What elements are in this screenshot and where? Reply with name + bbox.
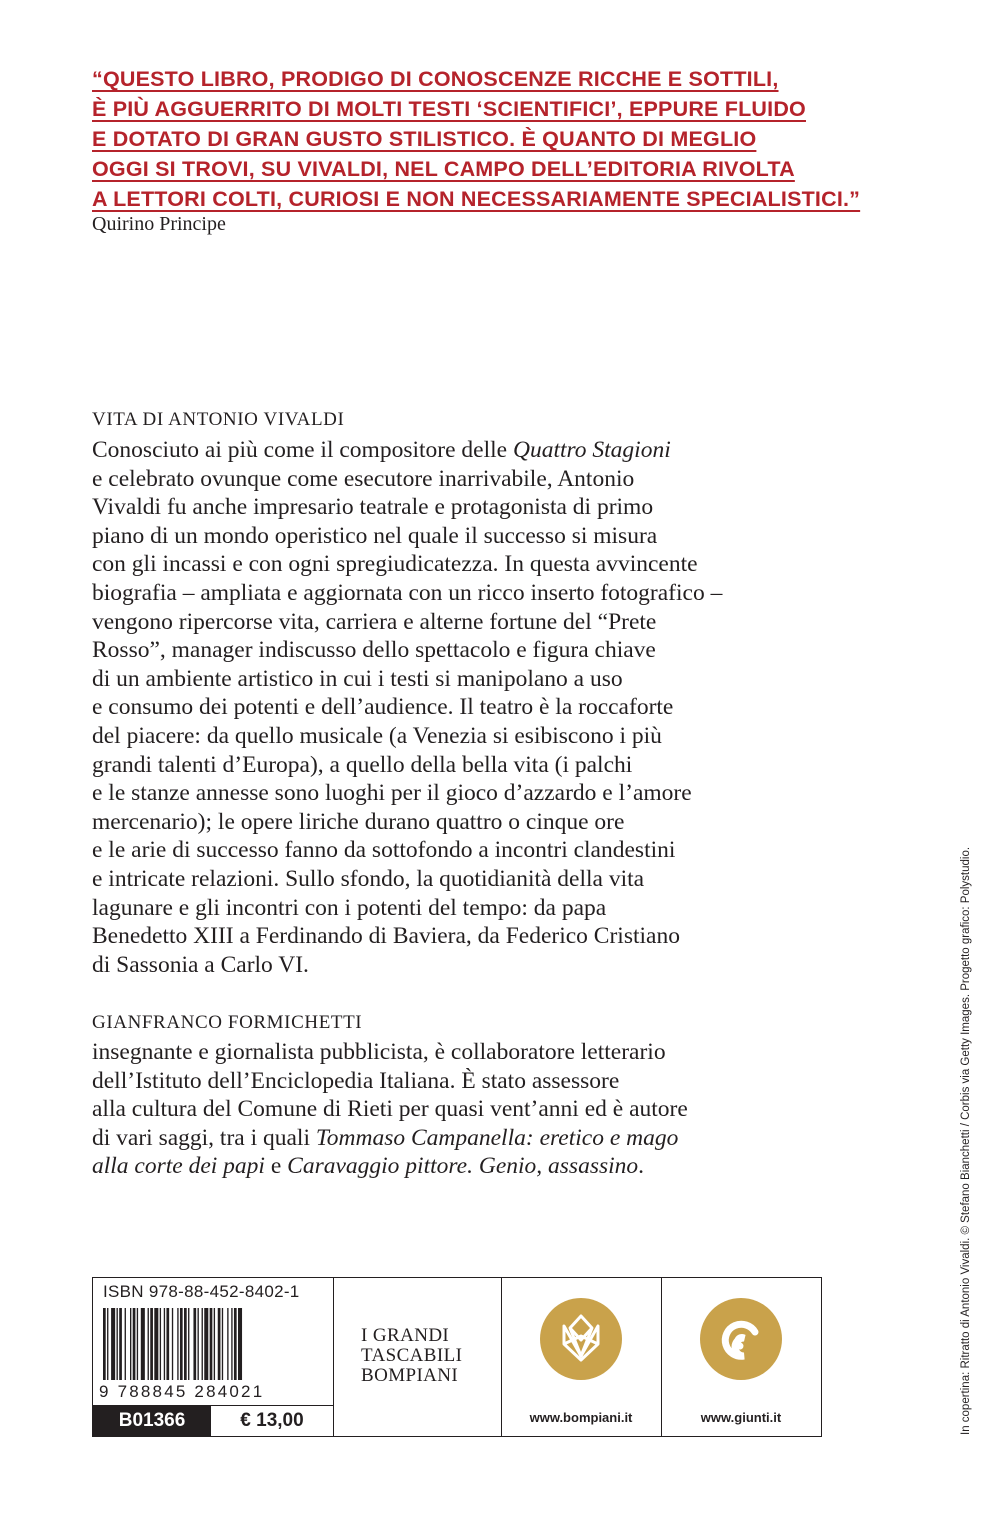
price: € 13,00 bbox=[211, 1405, 333, 1436]
synopsis-line: piano di un mondo operistico nel quale il successo si misura bbox=[92, 522, 658, 549]
barcode-bar bbox=[193, 1308, 196, 1380]
quote-line: OGGI SI TROVI, SU VIVALDI, NEL CAMPO DELL’EDITORIA RIVOLTA bbox=[92, 157, 795, 181]
barcode-bar bbox=[188, 1308, 189, 1380]
barcode-bar bbox=[227, 1308, 228, 1380]
giunti-logo-icon bbox=[700, 1298, 782, 1380]
synopsis-line: e celebrato ovunque come esecutore inarrivabile, Antonio bbox=[92, 465, 635, 492]
barcode-bar bbox=[184, 1308, 187, 1380]
barcode-bar bbox=[180, 1308, 183, 1380]
synopsis-line: e le arie di successo fanno da sottofondo a incontri clandestini bbox=[92, 837, 676, 864]
bio-line: dell’Istituto dell’Enciclopedia Italiana. È stato assessore bbox=[92, 1067, 620, 1094]
book-title-italic: Caravaggio pittore. Genio, assassino bbox=[287, 1153, 639, 1180]
barcode-bar bbox=[154, 1308, 158, 1380]
barcode-bar bbox=[214, 1308, 215, 1380]
synopsis-line: vengono ripercorse vita, carriera e alterne fortune del “Prete bbox=[92, 608, 657, 635]
bompiani-logo-icon bbox=[540, 1298, 622, 1380]
synopsis-line: con gli incassi e con ogni spregiudicatezza. In questa avvincente bbox=[92, 551, 698, 578]
synopsis-line: del piacere: da quello musicale (a Venezia si esibiscono i più bbox=[92, 722, 662, 749]
barcode-digits: 9 788845 284021 bbox=[99, 1382, 265, 1401]
series-name: I GRANDI TASCABILI BOMPIANI bbox=[361, 1325, 463, 1386]
barcode-box bbox=[92, 1277, 822, 1437]
barcode-bar bbox=[111, 1308, 115, 1380]
synopsis-line: e intricate relazioni. Sullo sfondo, la quotidianità della vita bbox=[92, 865, 645, 892]
synopsis-line: biografia – ampliata e aggiornata con un ricco inserto fotografico – bbox=[92, 579, 723, 606]
barcode-bar bbox=[125, 1308, 126, 1380]
barcode-bar bbox=[117, 1308, 118, 1380]
quote-line: A LETTORI COLTI, CURIOSI E NON NECESSARIAMENTE SPECIALISTICI.” bbox=[92, 187, 861, 211]
barcode-bar bbox=[103, 1308, 106, 1380]
book-title-italic: alla corte dei papi bbox=[92, 1153, 265, 1180]
barcode-bar bbox=[119, 1308, 122, 1380]
synopsis-line: Rosso”, manager indiscusso dello spettacolo e figura chiave bbox=[92, 637, 656, 664]
barcode-bar bbox=[238, 1308, 242, 1380]
barcode-bar bbox=[218, 1308, 221, 1380]
barcode-bar bbox=[222, 1308, 223, 1380]
divider bbox=[333, 1278, 334, 1436]
synopsis-line: lagunare e gli incontri con i potenti del tempo: da papa bbox=[92, 894, 607, 921]
book-title-italic: Quattro Stagioni bbox=[512, 437, 671, 463]
barcode-bar bbox=[204, 1308, 208, 1380]
quote-author: Quirino Principe bbox=[92, 213, 226, 235]
cover-credits: In copertina: Ritratto di Antonio Vivaldi. © Stefano Bianchetti / Corbis via Getty Images. Progetto grafico: Polystudio. bbox=[960, 846, 972, 1435]
barcode-bar bbox=[210, 1308, 213, 1380]
bio-line: insegnante e giornalista pubblicista, è collaboratore letterario bbox=[92, 1039, 666, 1065]
barcode-bar bbox=[198, 1308, 199, 1380]
synopsis-text bbox=[92, 436, 722, 979]
barcode bbox=[103, 1308, 323, 1380]
quote-line: E DOTATO DI GRAN GUSTO STILISTICO. È QUANTO DI MEGLIO bbox=[92, 127, 757, 151]
book-title-italic: Tommaso Campanella: eretico e mago bbox=[315, 1124, 679, 1151]
bio-line: alla cultura del Comune di Rieti per quasi vent’anni ed è autore bbox=[92, 1096, 688, 1123]
barcode-bar bbox=[166, 1308, 169, 1380]
bompiani-site: www.bompiani.it bbox=[529, 1410, 633, 1425]
barcode-bar bbox=[160, 1308, 161, 1380]
synopsis-line: di un ambiente artistico in cui i testi si manipolano a uso bbox=[92, 665, 623, 692]
synopsis-line: grandi talenti d’Europa), a quello della bella vita (i palchi bbox=[92, 751, 633, 778]
author-bio-text bbox=[92, 1038, 688, 1181]
barcode-bar bbox=[148, 1308, 149, 1380]
synopsis-line: Benedetto XIII a Ferdinando di Baviera, da Federico Cristiano bbox=[92, 923, 680, 950]
bio-line: alla corte dei papi e Caravaggio pittore. Genio, assassino. bbox=[92, 1153, 645, 1180]
synopsis-line: Conosciuto ai più come il compositore delle Quattro Stagioni bbox=[92, 437, 671, 463]
author-title: GIANFRANCO FORMICHETTI bbox=[92, 1012, 363, 1033]
barcode-bar bbox=[177, 1308, 178, 1380]
synopsis-line: e consumo dei potenti e dell’audience. Il teatro è la roccaforte bbox=[92, 694, 674, 721]
synopsis-line: mercenario); le opere liriche durano quattro o cinque ore bbox=[92, 808, 625, 835]
quote-line: È PIÙ AGGUERRITO DI MOLTI TESTI ‘SCIENTIFICI’, EPPURE FLUIDO bbox=[92, 97, 806, 121]
barcode-bar bbox=[130, 1308, 131, 1380]
synopsis-title: VITA DI ANTONIO VIVALDI bbox=[92, 409, 345, 430]
isbn-label: ISBN 978-88-452-8402-1 bbox=[103, 1282, 300, 1301]
giunti-site: www.giunti.it bbox=[700, 1410, 782, 1425]
barcode-bar bbox=[231, 1308, 232, 1380]
bio-line: di vari saggi, tra i quali Tommaso Campanella: eretico e mago bbox=[92, 1124, 679, 1151]
barcode-bar bbox=[164, 1308, 165, 1380]
quote-line: “QUESTO LIBRO, PRODIGO DI CONOSCENZE RICCHE E SOTTILI, bbox=[92, 67, 779, 91]
barcode-bar bbox=[150, 1308, 153, 1380]
barcode-bar bbox=[107, 1308, 108, 1380]
synopsis-line: di Sassonia a Carlo VI. bbox=[92, 951, 309, 978]
barcode-bar bbox=[172, 1308, 173, 1380]
synopsis-line: e le stanze annesse sono luoghi per il gioco d’azzardo e l’amore bbox=[92, 780, 692, 807]
barcode-bar bbox=[137, 1308, 138, 1380]
barcode-bar bbox=[202, 1308, 203, 1380]
barcode-bar bbox=[234, 1308, 237, 1380]
barcode-bar bbox=[133, 1308, 136, 1380]
synopsis-line: Vivaldi fu anche impresario teatrale e protagonista di primo bbox=[92, 494, 654, 521]
quote-block bbox=[92, 64, 861, 214]
barcode-bar bbox=[141, 1308, 145, 1380]
book-code: B01366 bbox=[93, 1405, 211, 1436]
